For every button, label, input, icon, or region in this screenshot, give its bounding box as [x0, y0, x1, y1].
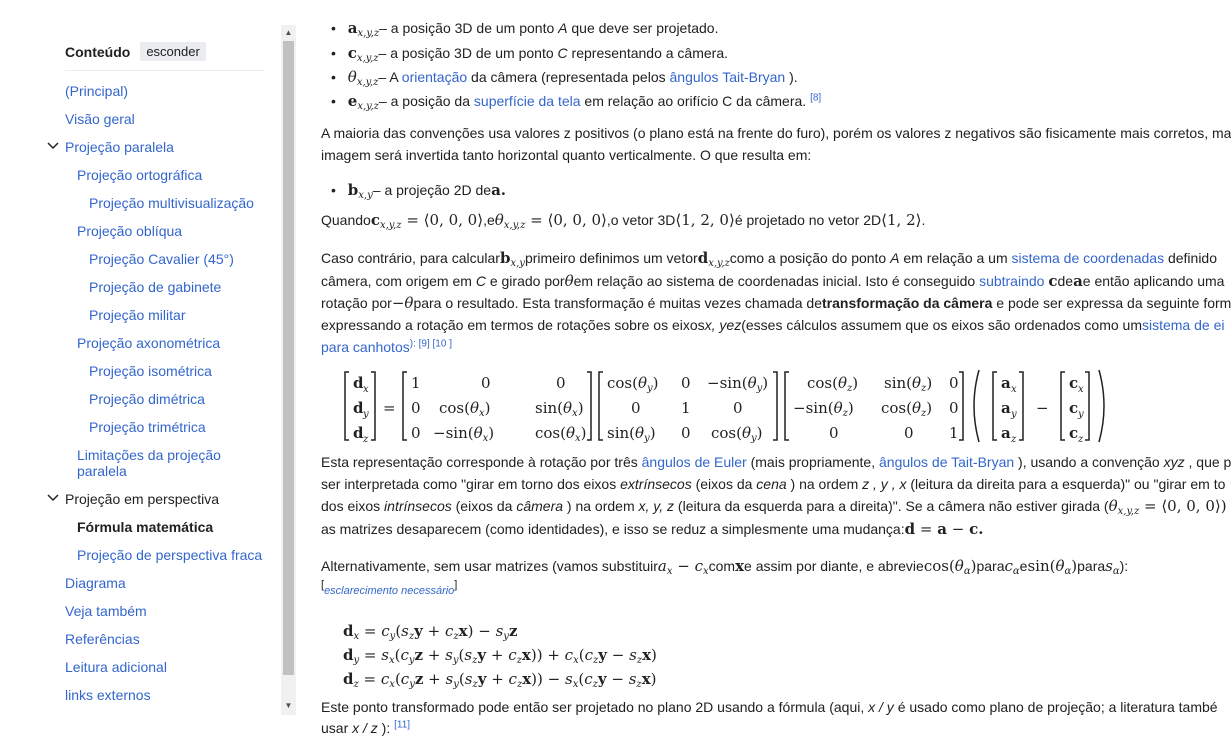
toc-title: Conteúdo: [65, 43, 131, 60]
paragraph-line: Esta representação corresponde à rotação por três ângulos de Euler (mais propriamente, ângulos de Tait-Bryan ), usando a convenção xyz , que p: [321, 454, 1231, 470]
link-angulos-euler[interactable]: ângulos de Euler: [641, 454, 747, 470]
vector-d: [345, 372, 375, 445]
toc-item-projecao-trimetrica[interactable]: Projeção trimétrica: [89, 419, 206, 435]
svg-text:sin(θy): $\sin(\theta_y)$: [607, 424, 656, 444]
svg-text:y: y: [1078, 409, 1084, 420]
component-equations: [343, 618, 703, 690]
svg-text:−: −: [1036, 399, 1049, 417]
svg-text:−sin(θx): $-\sin(\theta_x)$: [433, 424, 495, 444]
vector-difference: [974, 370, 1104, 445]
link-subtraindo[interactable]: subtraindo: [979, 273, 1045, 289]
toc-item-referencias[interactable]: Referências: [65, 631, 140, 647]
paragraph-line: usar x / z ): [11]: [321, 719, 411, 736]
svg-text:d: d: [353, 424, 364, 442]
bullet-theta: • $\theta_{x,y,z}-$ A orientação da câmera (representada pelos ângulos Tait-Bryan ).: [331, 66, 798, 94]
svg-text:d: d: [353, 374, 364, 392]
svg-text:0: 0: [681, 424, 691, 442]
svg-text:z: z: [1078, 434, 1084, 445]
toc-item-projecao-gabinete[interactable]: Projeção de gabinete: [89, 279, 222, 295]
paragraph-line: Caso contrário, para calcularb$_{x,y}$primeiro definimos um vetord$_{x,y,z}$como a posição do ponto A em relação a um sistema de coordenadas definido: [321, 249, 1218, 269]
toc-item-projecao-militar[interactable]: Projeção militar: [89, 307, 186, 323]
toc-item-formula-matematica[interactable]: Fórmula matemática: [77, 519, 214, 535]
toc-item-projecao-isometrica[interactable]: Projeção isométrica: [89, 363, 212, 379]
link-sistema-eixos[interactable]: sistema de ei: [1141, 317, 1225, 333]
svg-text:cos(θy): $\cos(\theta_y)$: [607, 374, 659, 394]
svg-text:y: y: [1011, 409, 1017, 420]
toc-divider: [65, 70, 265, 71]
rotation-matrix-z: [785, 372, 963, 442]
svg-text:cos(θz): $\cos(\theta_z)$: [881, 399, 933, 419]
paragraph-line: Este ponto transformado pode então ser projetado no plano 2D usando a fórmula (aqui, x / y é usado como plano de projeção; a literatura també: [321, 699, 1218, 715]
svg-text:x: x: [1078, 384, 1084, 395]
paragraph-line: ser interpretada como "girar em torno dos eixos extrínsecos (eixos da cena ) na ordem z , y , x (leitura da direita para a esquerda)" ou "girar em to: [321, 476, 1226, 492]
chevron-down-icon[interactable]: [47, 140, 59, 152]
svg-text:0: 0: [904, 424, 914, 442]
svg-text:0: 0: [411, 424, 421, 442]
paragraph-line: expressando a rotação em termos de rotações sobre os eixosx, yez(esses cálculos assumem que os eixos são ordenados como umsistema de ei: [321, 317, 1225, 333]
toc-item-projecao-multivisualizacao[interactable]: Projeção multivisualização: [89, 195, 254, 211]
svg-text:c: c: [1069, 424, 1079, 442]
svg-text:c: c: [1069, 399, 1079, 417]
toc-item-projecao-obliqua[interactable]: Projeção oblíqua: [77, 223, 183, 239]
scroll-up-arrow-icon[interactable]: ▲: [284, 28, 293, 37]
paragraph-line: Alternativamente, sem usar matrizes (vamos substituira$_x$ − $c_xcomxe$ assim por diante, e $abreviecos(\theta_\alpha)parac_\alpha esin(\theta_\alpha)paras_\alpha$):: [321, 557, 1129, 577]
paragraph-line: [321, 336, 452, 358]
toc-item-projecao-cavalier[interactable]: Projeção Cavalier (45°): [89, 251, 234, 267]
rotation-matrix-x: [403, 372, 591, 444]
link-esclarecimento-necessario[interactable]: esclarecimento necessário: [324, 585, 455, 597]
ref-9-10[interactable]: ): [9] [10 ]: [409, 338, 452, 350]
svg-text:1: 1: [411, 374, 421, 392]
paragraph-line: A maioria das convenções usa valores z positivos (o plano está na frente do furo), porém os valores z negativos são fisicamente mais corretos, ma: [321, 125, 1231, 141]
svg-text:−sin(θy): $-\sin(\theta_y)$: [707, 374, 769, 394]
svg-text:0: 0: [829, 424, 839, 442]
svg-text:z: z: [363, 434, 369, 445]
link-angulos-tait-bryan-2[interactable]: ângulos de Tait-Bryan: [879, 454, 1015, 470]
svg-text:a: a: [1001, 399, 1011, 417]
toc-item-projecao-ortografica[interactable]: Projeção ortográfica: [77, 167, 203, 183]
svg-text:=: =: [383, 399, 396, 417]
camera-transform-equation: [341, 368, 1141, 444]
toc-item-projecao-axonometrica[interactable]: Projeção axonométrica: [77, 335, 221, 351]
svg-text:z: z: [1011, 434, 1017, 445]
ref-11[interactable]: [11]: [394, 719, 411, 731]
link-sistema-coordenadas[interactable]: sistema de coordenadas: [1011, 250, 1165, 266]
toc-item-projecao-paralela[interactable]: Projeção paralela: [65, 139, 174, 155]
toc-item-perspectiva-fraca[interactable]: Projeção de perspectiva fraca: [77, 547, 263, 563]
link-angulos-tait-bryan[interactable]: ângulos Tait-Bryan: [669, 69, 786, 85]
rotation-matrix-y: [599, 372, 777, 444]
svg-text:dz = cx(cyz + sy(szy + czx)) −: $d_z = c_x(c_yz + s_y(s_zy + c_zx)) - s_x(c_zy - s_zx)$: [343, 670, 657, 690]
svg-text:0: 0: [949, 399, 959, 417]
bullet-b: • $b_{x,y}-$ a projeção 2D dea.: [331, 179, 506, 207]
svg-text:cos(θy): $\cos(\theta_y)$: [711, 424, 763, 444]
svg-text:y: y: [363, 409, 369, 420]
paragraph-line: rotação por−θpara o resultado. Esta transformação é muitas vezes chamada detransformação da câmera e pode ser expressa da seguinte form: [321, 294, 1231, 312]
scroll-down-arrow-icon[interactable]: ▼: [284, 701, 293, 710]
article-content: [321, 0, 1231, 739]
svg-text:x: x: [1011, 384, 1017, 395]
svg-text:0: 0: [481, 374, 491, 392]
svg-text:sin(θz): $\sin(\theta_z)$: [884, 374, 933, 394]
table-of-contents: [0, 0, 298, 739]
svg-text:d: d: [353, 399, 364, 417]
paragraph-line: câmera, com origem em C e girado porθem relação ao sistema de coordenadas inicial. Isto é conseguido subtraindo cdeae então aplicando uma: [321, 272, 1225, 290]
svg-text:a: a: [1001, 374, 1011, 392]
svg-text:0: 0: [733, 399, 743, 417]
svg-text:dy = sx(cyz + sy(szy + czx)) +: $d_y = s_x(c_yz + s_y(s_zy + c_zx)) + c_x(c_zy - s_zx)$: [343, 646, 657, 666]
svg-text:1: 1: [949, 424, 959, 442]
svg-text:cos(θz): $\cos(\theta_z)$: [807, 374, 859, 394]
paragraph-line: as matrizes desaparecem (como identidades), e isso se reduz a simplesmente uma mudança:d = a − c.: [321, 520, 984, 538]
svg-text:0: 0: [411, 399, 421, 417]
paragraph-line: imagem será invertida tanto horizontal quanto verticalmente. O que resulta em:: [321, 147, 812, 163]
toc-item-limitacoes-paralela[interactable]: Limitações da projeção paralela: [77, 447, 221, 479]
toc-item-leitura-adicional[interactable]: Leitura adicional: [65, 659, 167, 675]
toc-scrollbar-thumb[interactable]: [283, 41, 294, 675]
svg-text:sin(θx): $\sin(\theta_x)$: [535, 399, 584, 419]
svg-text:c: c: [1069, 374, 1079, 392]
svg-text:−sin(θz): $-\sin(\theta_z)$: [793, 399, 854, 419]
toc-item-principal[interactable]: (Principal): [65, 83, 129, 99]
toc-item-links-externos[interactable]: links externos: [65, 687, 151, 703]
svg-text:0: 0: [556, 374, 566, 392]
paragraph-line: dos eixos intrínsecos (eixos da câmera ) na ordem x, y, z (leitura da esquerda para a direita)". Se a câmera não estiver girada ($\theta_{x,y,z}$ = ⟨0, 0, 0⟩): [321, 497, 1227, 517]
svg-text:1: 1: [681, 399, 691, 417]
svg-text:cos(θx): $\cos(\theta_x)$: [439, 399, 491, 419]
toc-header: [65, 42, 206, 61]
svg-text:cos(θx): $\cos(\theta_x)$: [535, 424, 587, 444]
link-para-canhotos[interactable]: para canhotos: [321, 339, 410, 355]
chevron-down-icon[interactable]: [47, 492, 59, 504]
link-orientacao[interactable]: orientação: [401, 69, 468, 85]
toc-item-projecao-perspectiva[interactable]: Projeção em perspectiva: [65, 491, 220, 507]
toc-hide-button[interactable]: esconder: [140, 42, 205, 61]
clarification-note: [esclarecimento necessário]: [321, 579, 458, 597]
svg-text:a: a: [1001, 424, 1011, 442]
link-superficie-tela[interactable]: superfície da tela: [473, 93, 581, 109]
ref-8[interactable]: [8]: [810, 92, 822, 104]
svg-text:0: 0: [949, 374, 959, 392]
bullet-c: • $c_{x,y,z}-$ a posição 3D de um ponto C representando a câmera.: [331, 42, 728, 70]
svg-text:0: 0: [681, 374, 691, 392]
svg-text:x: x: [363, 384, 369, 395]
svg-text:dx = cy(szy + czx) − syz: $d_x = c_y(s_zy + c_zx) - s_yz$: [343, 622, 518, 642]
toc-item-veja-tambem[interactable]: Veja também: [65, 603, 147, 619]
bullet-a: • $a_{x,y,z}-$ a posição 3D de um ponto A que deve ser projetado.: [331, 17, 718, 45]
toc-item-diagrama[interactable]: Diagrama: [65, 575, 126, 591]
svg-text:0: 0: [631, 399, 641, 417]
when-line: Quandoc$_{x,y,z}$ = ⟨0, 0, $0⟩,e\theta_{x,y,z}$ = ⟨0, 0, 0⟩,o vetor 3D⟨1, 2, 0⟩é projetado no vetor 2D⟨1, 2⟩.: [321, 211, 926, 231]
bullet-e: • $e_{x,y,z}-$ a posição da superfície da tela em relação ao orifício C da câmera. [8]: [331, 90, 821, 118]
toc-item-visao-geral[interactable]: Visão geral: [65, 111, 135, 127]
toc-item-projecao-dimetrica[interactable]: Projeção dimétrica: [89, 391, 205, 407]
